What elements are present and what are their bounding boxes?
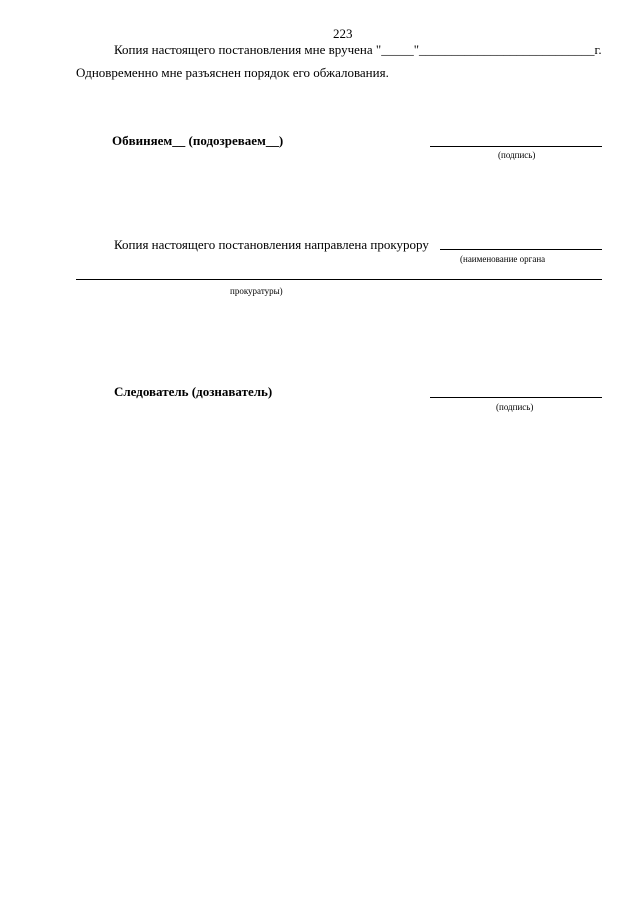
- page-number: 223: [333, 26, 353, 41]
- prosecutor-name-line-2: [76, 279, 602, 280]
- accused-label: Обвиняем__ (подозреваем__): [112, 133, 284, 148]
- prosecutor-text: Копия настоящего постановления направлена прокурору: [114, 237, 429, 252]
- investigator-label: Следователь (дознаватель): [114, 384, 273, 399]
- accused-signature-line: [430, 146, 602, 147]
- investigator-signature-caption: (подпись): [496, 402, 534, 412]
- accused-signature-caption: (подпись): [498, 150, 536, 160]
- appeal-explained-note: Одновременно мне разъяснен порядок его обжалования.: [76, 65, 389, 80]
- investigator-signature-line: [430, 397, 602, 398]
- prosecutor-name-line-1: [440, 249, 602, 250]
- prosecutor-caption-2: прокуратуры): [230, 286, 283, 296]
- prosecutor-caption-1: (наименование органа: [460, 254, 546, 264]
- delivery-text: Копия настоящего постановления мне вручена "_____"___________________________г.: [114, 42, 602, 57]
